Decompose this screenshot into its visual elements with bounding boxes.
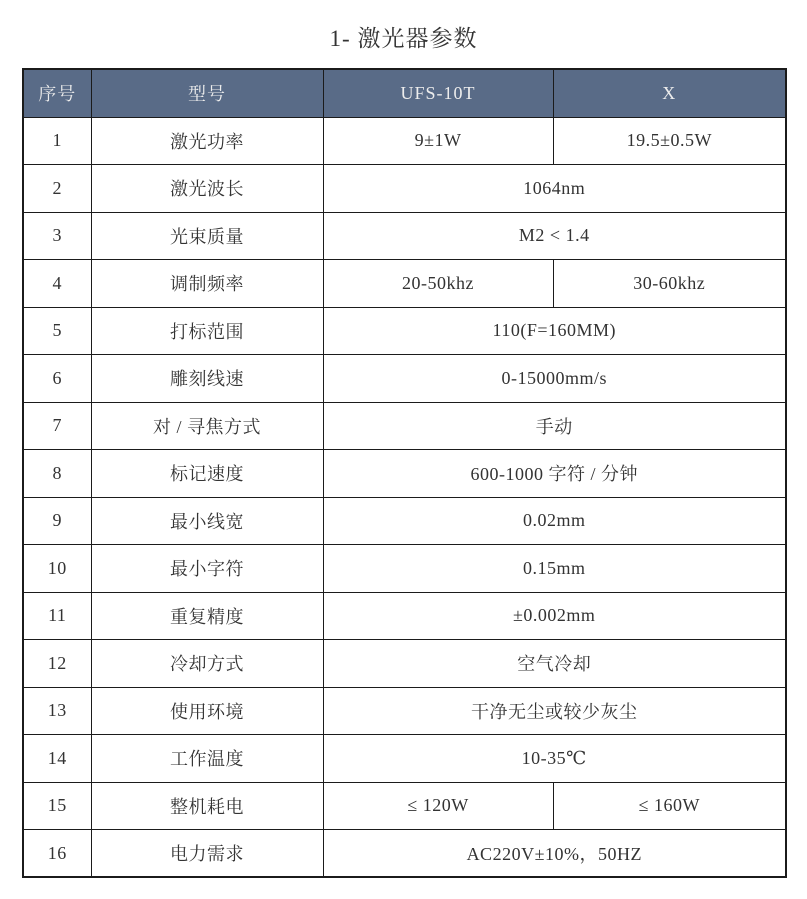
parameter-name-cell: 雕刻线速	[91, 355, 323, 403]
row-number-cell: 8	[23, 450, 91, 498]
table-row	[23, 782, 786, 830]
parameter-name-cell: 使用环境	[91, 687, 323, 735]
row-number-cell: 15	[23, 782, 91, 830]
ufs-10t-value-cell: ≤ 120W	[323, 782, 553, 830]
table-row	[23, 165, 786, 213]
parameter-value-cell: 10-35℃	[323, 735, 786, 783]
row-number-cell: 3	[23, 212, 91, 260]
laser-parameters-table	[22, 68, 787, 878]
parameter-value-cell: 手动	[323, 402, 786, 450]
row-number-cell: 4	[23, 260, 91, 308]
row-number-cell: 14	[23, 735, 91, 783]
row-number-cell: 10	[23, 545, 91, 593]
parameter-value-cell: M2 < 1.4	[323, 212, 786, 260]
header-cell-model: 型号	[91, 69, 323, 117]
header-cell-x: X	[553, 69, 786, 117]
row-number-cell: 6	[23, 355, 91, 403]
parameter-value-cell: 1064nm	[323, 165, 786, 213]
row-number-cell: 13	[23, 687, 91, 735]
parameter-name-cell: 电力需求	[91, 830, 323, 878]
table-row	[23, 450, 786, 498]
table-row	[23, 545, 786, 593]
table-body	[23, 117, 786, 877]
parameter-name-cell: 打标范围	[91, 307, 323, 355]
parameter-name-cell: 最小线宽	[91, 497, 323, 545]
parameter-value-cell: 0-15000mm/s	[323, 355, 786, 403]
table-row	[23, 830, 786, 878]
row-number-cell: 2	[23, 165, 91, 213]
parameter-name-cell: 激光波长	[91, 165, 323, 213]
table-row	[23, 117, 786, 165]
row-number-cell: 12	[23, 640, 91, 688]
table-row	[23, 402, 786, 450]
table-row	[23, 592, 786, 640]
table-row	[23, 735, 786, 783]
table-row	[23, 687, 786, 735]
parameter-name-cell: 冷却方式	[91, 640, 323, 688]
row-number-cell: 5	[23, 307, 91, 355]
table-row	[23, 260, 786, 308]
row-number-cell: 11	[23, 592, 91, 640]
header-cell-ufs-10t: UFS-10T	[323, 69, 553, 117]
row-number-cell: 7	[23, 402, 91, 450]
x-value-cell: ≤ 160W	[553, 782, 786, 830]
parameter-name-cell: 标记速度	[91, 450, 323, 498]
x-value-cell: 19.5±0.5W	[553, 117, 786, 165]
parameter-name-cell: 光束质量	[91, 212, 323, 260]
parameter-value-cell: 干净无尘或较少灰尘	[323, 687, 786, 735]
parameter-value-cell: 600-1000 字符 / 分钟	[323, 450, 786, 498]
page-title: 1- 激光器参数	[329, 26, 478, 51]
parameter-value-cell: AC220V±10%，50HZ	[323, 830, 786, 878]
parameter-value-cell: 空气冷却	[323, 640, 786, 688]
table-row	[23, 497, 786, 545]
header-cell-index: 序号	[23, 69, 91, 117]
table-row	[23, 355, 786, 403]
parameter-value-cell: 0.15mm	[323, 545, 786, 593]
ufs-10t-value-cell: 9±1W	[323, 117, 553, 165]
row-number-cell: 16	[23, 830, 91, 878]
table-header-row	[23, 69, 786, 117]
table-row	[23, 212, 786, 260]
parameter-name-cell: 最小字符	[91, 545, 323, 593]
parameter-name-cell: 激光功率	[91, 117, 323, 165]
x-value-cell: 30-60khz	[553, 260, 786, 308]
table-row	[23, 640, 786, 688]
parameter-name-cell: 整机耗电	[91, 782, 323, 830]
table-row	[23, 307, 786, 355]
ufs-10t-value-cell: 20-50khz	[323, 260, 553, 308]
parameter-name-cell: 对 / 寻焦方式	[91, 402, 323, 450]
parameter-value-cell: ±0.002mm	[323, 592, 786, 640]
parameter-name-cell: 工作温度	[91, 735, 323, 783]
parameter-value-cell: 0.02mm	[323, 497, 786, 545]
parameter-name-cell: 重复精度	[91, 592, 323, 640]
row-number-cell: 9	[23, 497, 91, 545]
parameter-value-cell: 110(F=160MM)	[323, 307, 786, 355]
row-number-cell: 1	[23, 117, 91, 165]
parameter-name-cell: 调制频率	[91, 260, 323, 308]
